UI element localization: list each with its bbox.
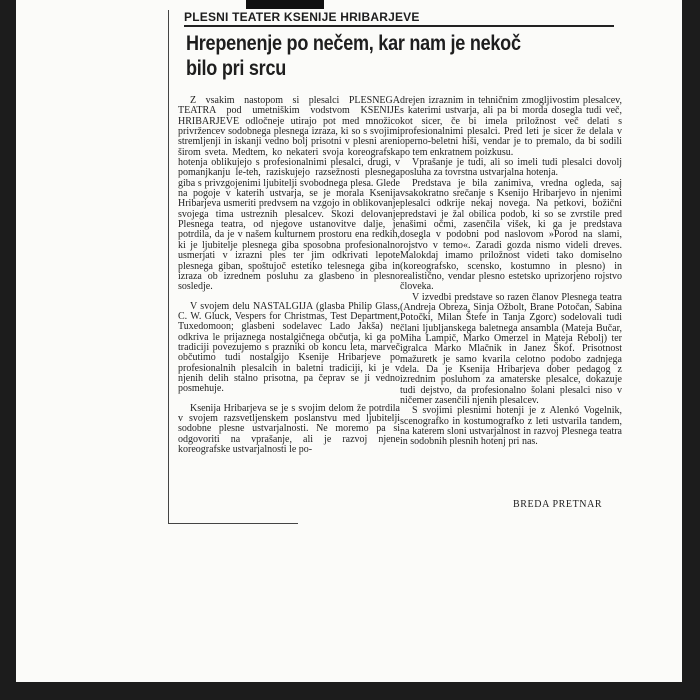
paragraph: drejen izraznim in tehničnim zmogljivostim plesalcev, s katerimi ustvarja, ali pa bi morda dosegla tudi več, kot sicer, če bi imela priložnost več delati s profesionalnimi plesalci. Pred leti je sicer že delala v operno-beletni hiši, vendar je to premalo, da bi sodili po tem enkratnem poizkusu.: [400, 95, 622, 158]
section-kicker: PLESNI TEATER KSENIJE HRIBARJEVE: [184, 10, 420, 24]
newspaper-clipping: [168, 10, 623, 524]
article-column-left: [178, 96, 400, 455]
kicker-rule: [184, 25, 614, 27]
clipping-left-rule: [168, 10, 169, 524]
paragraph: V svojem delu NASTALGIJA (glasba Philip Glass, C. W. Gluck, Vespers for Christmas, Test Department, Tuxedomoon; glasbeni sodelavec Lado Jakša) ne odkriva le prijaznega nostalgičnega občutja, ki ga po tradiciji povezujemo s prazniki ob koncu leta, marveč občutimo tudi nostalgijo Ksenije Hribarjeve po profesionalnih plesalcih in baletni tradiciji, ki je v njenih delih stalno prisotna, pa čeprav se ji vedno posmehuje.: [178, 300, 400, 395]
binder-tab-mark: [246, 0, 324, 9]
article-column-right: [400, 96, 622, 448]
paragraph: S svojimi plesnimi hotenji je z Alenkó Vogelnik, scenografko in kostumografko z leti ustvarila tandem, na katerem sloni ustvarjalnost in razvoj Plesnega teatra in sodobnih plesnih hotenj pri nas.: [400, 405, 622, 448]
scanned-page: [16, 0, 682, 682]
paragraph: Z vsakim nastopom si plesalci PLESNEGA TEATRA pod umetniškim vodstvom KSENIJE HRIBARJEVE odločneje utirajo pot med množico privržencev sodobnega plesnega izraza, ki so s svojimi stremljenji in iskanji vedno bolj prisotni v plesni areni širom sveta. Medtem, ko nekateri svoja koreografska hotenja oblikujejo s profesionalnimi plesalci, drugi, v pomanjkanju le-teh, raziskujejo razsežnosti plesnega giba s privzgojenimi ljubitelji svobodnega plesa. Glede na pogoje v katerih ustvarja, se je morala Ksenija Hribarjeva usmeriti predvsem na vzgojo in oblikovanje svojega tima ustreznih plesalcev. Skozi delovanje Plesnega teatra, od njegove ustanovitve dalje, je potrdila, da je v našem kulturnem prostoru ena redkih, ki je ljubitelje plesnega giba sposobna profesionalno usmerjati v izrazni ples ter jim odkrivati lepote plesnega giban, spoštujoč estetiko telesnega giba in izraza ob izrednem posluhu za glasbeno in plesno sosledje.: [178, 95, 400, 293]
paragraph: V izvedbi predstave so razen članov Plesnega teatra (Andreja Obreza, Sinja Ožbolt, Brane Potočan, Sabina Potočki, Milan Štefe in Tanja Zgorc) sodelovali tudi člani ljubljanskega baletnega ansambla (Mateja Bučar, Miha Lampič, Marko Omerzel in Mateja Rebolj) ter igralca Marko Mlačnik in Janez Škof. Prisotnost mažuretk je samo kvarila celotno podobo zadnjega dela. Da je Ksenija Hribarjeva dober pedagog z izrednim posluhom za amaterske plesalce, dokazuje tudi dejstvo, da profesionalno šolani plesalci niso v ničemer zasenčili njenih plesalcev.: [400, 291, 622, 406]
paragraph: Predstava je bila zanimiva, vredna ogleda, saj vsakokratno srečanje s Ksenijo Hribarjevo in njenimi plesalci odkrije nekaj novega. Na petkovi, božični predstavi je žal obilica podob, ki so se zvrstile pred našimi očmi, zasenčila višek, ki ga je predstava dosegla v podobni pod naslovom »Porod na slami, rojstvo v temo«. Zaradi gozda nismo videli dreves. Malokdaj imamo priložnost videti tako domiselno (koreografsko, scensko, kostumno in plesno) in realistično, vendar plesno estetsko uprizorjeno rojstvo človeka.: [400, 177, 622, 293]
author-byline: BREDA PRETNAR: [513, 499, 603, 510]
clipping-bottom-rule: [168, 523, 298, 524]
paragraph: Vprašanje je tudi, ali so imeli tudi plesalci dovolj posluha za tovrstna ustvarjalna hotenja.: [400, 157, 622, 179]
paragraph: Ksenija Hribarjeva se je s svojim delom že potrdila v svojem razsvetljenskem poslanstvu med ljubitelji sodobne plesne ustvarjalnosti. Ne moremo pa si odgovoriti na vprašanje, ali je razvoj njene koreografske ustvarjalnosti le po-: [178, 402, 400, 455]
article-headline: Hrepenenje po nečem, kar nam je nekoč bilo pri srcu: [186, 32, 521, 80]
